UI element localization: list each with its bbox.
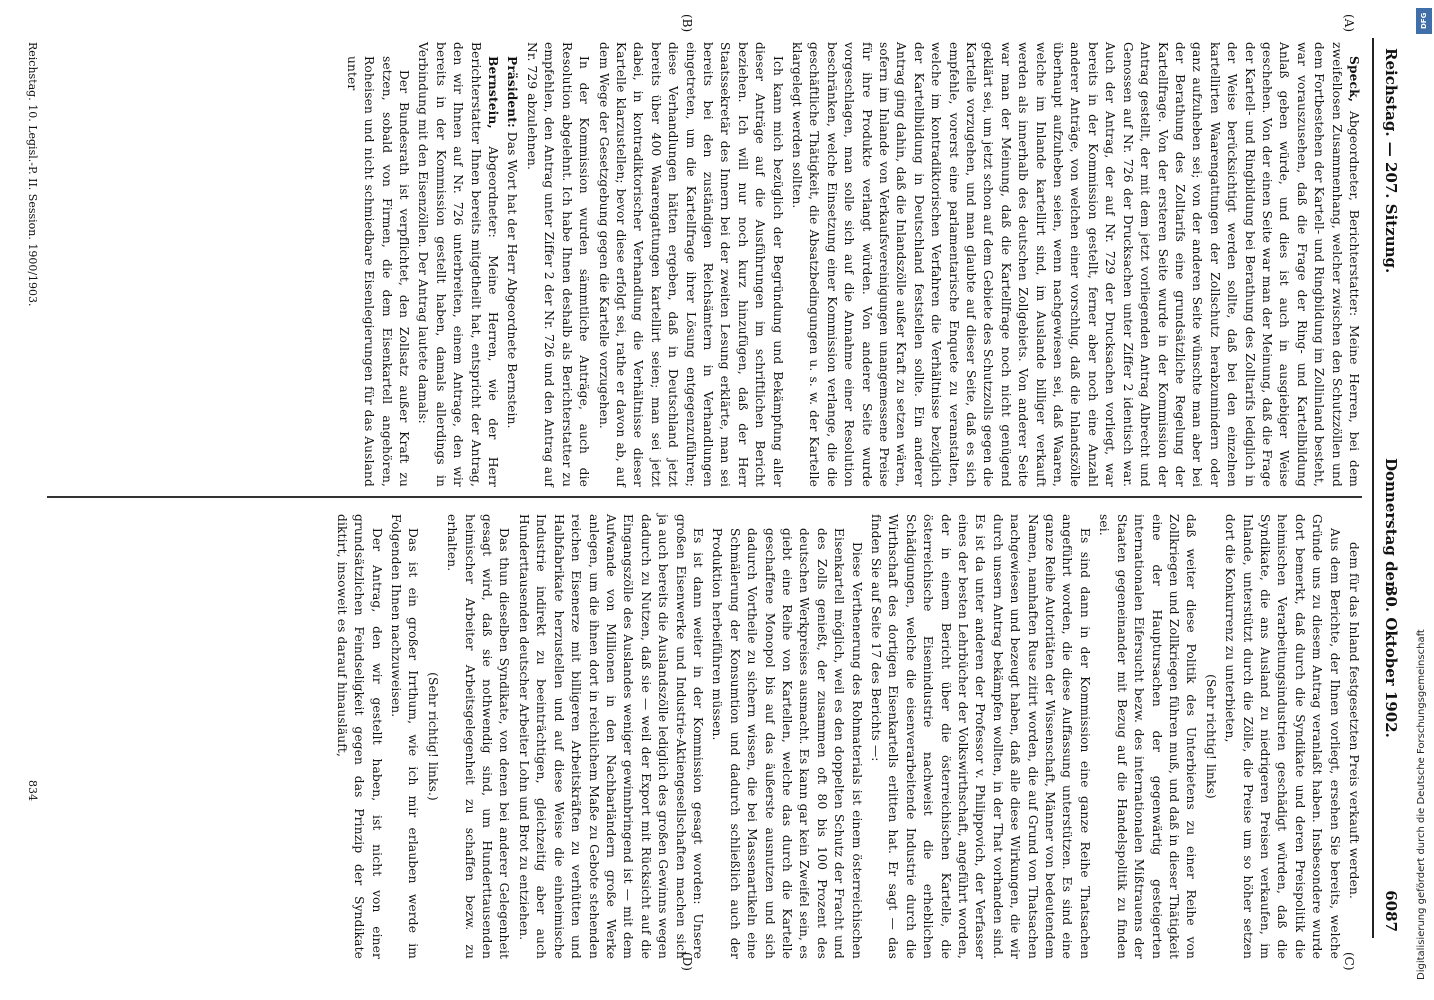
speaker-name: Speck, [1347,56,1361,103]
margin-letter-d: (D) [680,952,694,971]
quoted-paragraph [708,528,865,959]
footnote: Reichstag. 10. Legisl.-P. II. Session. 1900/1903. [26,42,39,307]
margin-letter-a: (A) [1342,14,1356,33]
paragraph-text: daß weiter diese Politik des Unterbietens zu einer Reihe von Zollkriegen und Zollkriegen führen muß, und daß in dieser Thätigkeit eine der Hauptursachen der gegenwärtig gesteigerten internationalen Eifersucht bezw. des internationalen Mißtrauens der Staaten gegeneinander mit Bezug auf die Handelspolitik zu finden sei. [1097,514,1199,959]
speaker-name: Bernstein, [486,56,501,129]
margin-letter-c: (C) [1342,952,1356,971]
page-header [1372,38,1404,938]
paragraph-text: Das Wort hat der Herr Abgeordnete Bernstein. [505,131,520,429]
right-column [330,514,1362,959]
interjection [1201,514,1218,959]
paragraph-text: Das thun dieselben Syndikate, von denen bei anderer Gelegenheit gesagt wird, daß sie nothwendig sind, um Hunderttausenden heimischer Arbeiter Arbeitsgelegenheit zu schaffen bezw. zu erhalten. [445,514,512,959]
paragraph [867,514,1093,959]
column-separator [47,496,1362,498]
header-weekday: Donnerstag den [1382,458,1400,593]
paragraph-text: Das ist ein großer Irrthum, wie ich mir erlauben werde im Folgenden Ihnen nachzuweisen. [389,514,421,959]
quoted-paragraph [1345,528,1362,959]
paragraph [387,514,422,959]
paragraph-text: Diese Verthenerung des Rohmaterials ist einem österreichischen Eisenkartell möglich, weil es den doppelten Schutz der Fracht und des Zolls genießt, der zusammen oft 80 bis 100 Prozent des deutschen Werkpreises ausmacht. Es kann gar kein Zweifel sein, es giebt eine Reihe von Kartellen, welche das durch die Kartelle geschaffene Monopol bis auf das äußerste ausnutzen und sich dadurch Vortheile zu sichern wissen, die bei Massenartikeln eine Schmälerung der Konsumtion und dadurch schließlich auch der Produktion herbeiführen müssen. [710,528,864,959]
margin-letter-b: (B) [680,14,694,33]
paragraph-text: Es sind dann in der Kommission eine ganze Reihe Thatsachen angeführt worden, die diese Auffassung unterstützen. Es sind eine ganze Reihe Autoritäten der Wissenschaft, Männer von bedeutendem Namen, namhaften Ruse zitirt worden, die auf Grund von Thatsachen nachgewiesen und bezeugt haben, daß alle diese Wirkungen, die wir durch unsern Antrag bekämpfen wollten, in der That vorhanden sind. Es ist da unter anderen der Professor v. Philippovich, der Verfasser eines der besten Lehrbücher der Volkswirthschaft, angeführt worden, der in einem Bericht über die österreichischen Kartelle, die österreichische Eisenindustrie nachweist die erheblichen Schädigungen, welche die eisenverarbeitende Industrie durch die Wirthschaft des dortigen Eisenkartells erlitten hat. Er sagt — das finden Sie auf Seite 17 des Berichts —: [869,514,1092,959]
left-column [340,42,1362,487]
paragraph [515,514,706,959]
paragraph-text: Der Antrag, den wir gestellt haben, ist nicht von einer grundsätzlichen Feindseligkeit gegen das Prinzip der Syndikate diktirt, insoweit es darauf hinausläuft, [334,514,384,959]
dfg-logo: DFG [1416,8,1432,34]
quoted-paragraph [342,56,412,487]
paragraph-text: Abgeordneter: Meine Herren, wie der Herr Berichterstatter Ihnen bereits mitgetheilt hat, entspricht der Antrag, den wir Ihnen auf Nr. 726 unterbreiten, einem Antrage, den wir bereits in der Kommission gestellt haben, damals allerdings in Verbindung mit den Eisenzöllen. Der Antrag lautete damals: [416,42,501,488]
paragraph [503,42,520,487]
paragraph-text: (Sehr richtig! links.) [425,672,440,801]
paragraph-text: Abgeordneter, Berichterstatter: Meine Herren, bei dem zweifellosen Zusammenhang, welcher zwischen den Schutzzöllen und dem Fortbestehen der Kartell- und Ringbildung im Zollinland besteht, war vorauszusehen, daß die Frage der Ring- und Kartellbildung Anlaß geben würde, und dies ist auch in ausgiebiger Weise geschehen. Von der einen Seite war man der Meinung, daß die Frage der Kartell- und Ringbildung bei Berathung des Zolltarifs lediglich in der Weise berücksichtigt werden sollte, daß bei den einzelnen kartellirten Waarengattungen der Zollschutz herabzumindern oder ganz aufzuheben sei; von der anderen Seite wünschte man aber bei der Berathung des Zolltarifs eine grundsätzliche Regelung der Kartellfrage. Von der ersteren Seite wurde in der Kommission der Antrag gestellt, der mit dem jetzt vorliegenden Antrag Albrecht und Genossen auf Nr. 726 der Drucksachen unter Ziffer 2 identisch war. Auch der Antrag, der auf Nr. 729 der Drucksachen vorliegt, war bereits in der Kommission gestellt, ferner aber noch eine Anzahl anderer Anträge, von welchen einer vorschlug, daß die Inlandszölle überhaupt aufzuheben seien, wenn nachgewiesen sei, daß Waaren, welche im Inlande kartellirt sind, im Auslande billiger verkauft werden als innerhalb des deutschen Zollgebiets. Von anderer Seite war man der Meinung, daß die Kartellfrage noch nicht genügend geklärt sei, um jetzt schon auf dem Gebiete des Schutzzolls gegen die Kartelle vorzugehen, und man glaubte auf dieser Seite, daß es sich empfehle, vorerst eine parlamentarische Enquete zu veranstalten, welche im kontradiktorischen Verfahren die Verhältnisse bezüglich der Kartellbildung in Deutschland feststellen sollte. Ein anderer Antrag ging dahin, daß die Inlandszölle außer Kraft zu setzen wären, sofern im Inlande von Verkaufsvereinigungen unangemessene Preise für ihre Produkte verlangt würden. Von anderer Seite wurde vorgeschlagen, man solle sich auf die Annahme einer Resolution beschränken, welche Einsetzung einer Kommission verlange, die die geschäftliche Thätigkeit, die Absatzbedingungen u. s. w. der Kartelle klargelegt werden sollten. [790,42,1361,488]
paragraph [332,514,384,959]
paragraph [414,42,501,487]
speaker-name: Präsident: [505,56,520,128]
header-date: 30. Oktober 1902. [1382,586,1400,738]
paragraph-text: dem für das Inland festgesetzten Preis verkauft werden. [1347,542,1361,899]
header-page-number: 6087 [1382,890,1400,932]
paragraph [1221,514,1343,959]
paragraph-text: In der Kommission wurden sämmtliche Anträge, auch die Resolution abgelehnt. Ich habe Ihnen deshalb als Berichterstatter zu empfehlen, den Antrag unter Ziffer 2 der Nr. 726 und den Antrag auf Nr. 729 abzulehnen. [524,42,592,487]
paragraph-text: Es ist dann weiter in der Kommission gesagt worden: Unsere großen Eisenwerke und Industrie-Aktiengesellschaften machen sich ja auch bereits die Auslandszölle lediglich des großen Gewinns wegen dadurch zu Nutzen, daß sie — weil der Export mit Rücksicht auf die Eingangszölle des Auslandes weniger gewinnbringend ist — mit dem Aufwande von Millionen in den Nachbarländern große Werke anlegen, um die ihnen dort in reichlichem Maße zu Gebote stehenden reichen Eisenerze mit billigeren Arbeitskräften zu verhütten und Halbfabrikate herzustellen und auf diese Weise die einheimische Industrie indirekt zu beeinträchtigen, gleichzeitig aber auch Hunderttausenden deutscher Arbeiter Lohn und Brot zu entziehen. [516,514,705,959]
paragraph [594,42,785,487]
paragraph [1095,514,1199,959]
digitization-watermark: Digitalisierung gefördert durch die Deutsche Forschungsgemeinschaft [1416,629,1427,980]
paragraph-text: Ich kann mich bezüglich der Begründung und Bekämpfung aller dieser Anträge auf die Ausführungen im schriftlichen Bericht beziehen. Ich will nur noch kurz hinzufügen, daß der Herr Staatssekretär des Innern bei der zweiten Lesung erklärte, man sei bereits bei den zuständigen Reichsämtern in Verhandlungen eingetreten, um die Kartellfrage ihrer Lösung entgegenzuführen; diese Verhandlungen hätten ergeben, daß in Deutschland jetzt bereits über 400 Waarengattungen kartellirt seien; man sei jetzt dabei, in kontradiktorischer Verhandlung die Verhältnisse dieser Kartelle klarzustellen; bevor diese erfolgt sei, rathe er davon ab, auf dem Wege der Gesetzgebung gegen die Kartelle vorzugehen. [596,42,785,487]
header-session: Reichstag. — 207. Sitzung. [1382,48,1400,274]
sheet-number: 834 [26,780,39,801]
paragraph-text: Aus dem Berichte, der Ihnen vorliegt, ersehen Sie bereits, welche Gründe uns zu diesem Antrag veranlaßt haben. Insbesondere wurde dort bemerkt, daß durch die Syndikate und deren Preispolitik die heimischen Verarbeitungsindustrien geschädigt würden, daß die Syndikate, die ans Ausland zu niedrigeren Preisen verkaufen, im Inlande, unterstützt durch die Zölle, die Preise um so höher setzen dort die Konkurrenz zu unterbieten, [1223,514,1342,959]
paragraph-text: (Sehr richtig! links) [1203,674,1218,799]
paragraph [443,514,513,959]
interjection [423,514,440,959]
paragraph-text: Der Bundesrath ist verpflichtet, den Zollsatz außer Kraft zu setzen, sobald von Firmen, die dem Eisenkartell angehören, Roheisen und nicht schmiedbare Eisenlegierungen für das Ausland unter [344,56,412,487]
paragraph [788,42,1362,487]
paragraph [523,42,593,487]
